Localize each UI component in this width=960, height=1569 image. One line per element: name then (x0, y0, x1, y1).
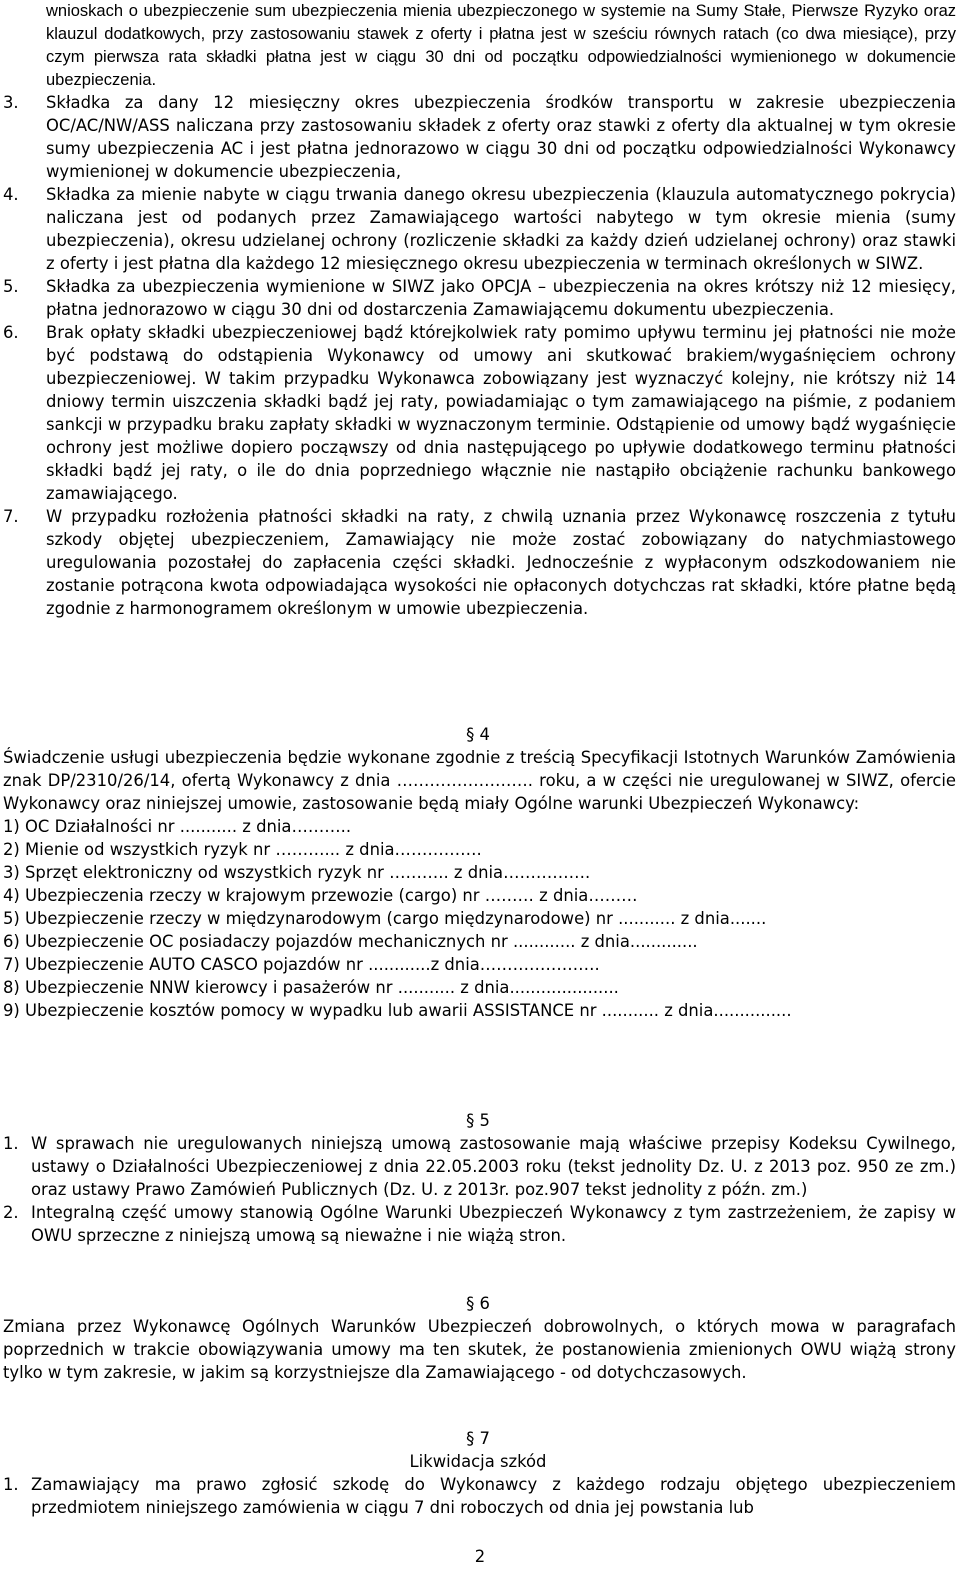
payment-terms-list (0, 91, 956, 620)
item-text: W przypadku rozłożenia płatności składki na raty, z chwilą uznania przez Wykonawcę roszczenia z tytułu szkody objętej ubezpieczeniem, Zamawiający nie może zostać zobowiązany do natychmiastowego uregulowania pozostałej do zapłacenia części składki. Jednocześnie z wypłaconym odszkodowaniem nie zostanie potrącona kwota odpowiadająca wysokości nie opłaconych dotychczas rat składki, które płatne będą zgodnie z harmonogramem określonym w umowie ubezpieczenia. (46, 507, 956, 618)
item-number: 1. (3, 1134, 19, 1153)
list-item (0, 1473, 956, 1519)
section-title: § 6 (466, 1294, 490, 1313)
section-subtitle: Likwidacja szkód (409, 1452, 547, 1471)
item-text: Zamawiający ma prawo zgłosić szkodę do Wykonawcy z każdego rodzaju objętego ubezpieczeniem przedmiotem niniejszego zamówienia w ciągu 7 dni roboczych od dnia jej powstania lub (31, 1475, 956, 1517)
item-text: Składka za ubezpieczenia wymienione w SIWZ jako OPCJA – ubezpieczenia na okres krótszy niż 12 miesięcy, płatna jednorazowo w ciągu 30 dni od dostarczenia Zamawiającemu dokumentu ubezpieczenia. (46, 277, 956, 319)
insurance-conditions-list (0, 815, 956, 1022)
item-text: Integralną część umowy stanowią Ogólne Warunki Ubezpieczeń Wykonawcy z tym zastrzeżeniem, że zapisy w OWU sprzeczne z niniejszą umową są nieważne i nie wiążą stron. (31, 1203, 956, 1245)
list-item (0, 505, 956, 620)
list-item (0, 91, 956, 183)
item-text: W sprawach nie uregulowanych niniejszą umową zastosowanie mają właściwe przepisy Kodeksu Cywilnego, ustawy o Działalności Ubezpieczeniowej z dnia 22.05.2003 roku (tekst jednolity Dz. U. z 2013 poz. 950 ze zm.) oraz ustawy Prawo Zamówień Publicznych (Dz. U. z 2013r. poz.907 tekst jednolity z późn. zm.) (31, 1134, 956, 1199)
section-list (0, 1473, 956, 1519)
list-item (0, 1132, 956, 1201)
section-title: § 4 (466, 725, 490, 744)
item-number: 6. (3, 323, 19, 342)
section-7 (0, 1427, 956, 1519)
list-item: 6) Ubezpieczenie OC posiadaczy pojazdów mechanicznych nr ............ z dnia............. (3, 932, 698, 951)
item-text: Składka za mienie nabyte w ciągu trwania danego okresu ubezpieczenia (klauzula automatycznego pokrycia) naliczana jest od podanych przez Zamawiającego wartości nabytego w tym okresie mienia (sumy ubezpieczenia), okresu udzielanej ochrony (rozliczenie składki za każdy dzień udzielanej ochrony) oraz stawki z oferty i jest płatna dla każdego 12 miesięcznego okresu ubezpieczenia w terminach określonych w SIWZ. (46, 185, 956, 273)
list-item (0, 321, 956, 505)
item-number: 7. (3, 507, 19, 526)
section-6 (0, 1292, 956, 1384)
list-item: 4) Ubezpieczenia rzeczy w krajowym przewozie (cargo) nr ……… z dnia……… (3, 886, 638, 905)
section-paragraph: Zmiana przez Wykonawcę Ogólnych Warunków Ubezpieczeń dobrowolnych, o których mowa w paragrafach poprzednich w trakcie obowiązywania umowy ma ten skutek, że postanowienia zmienionych OWU wiążą strony tylko w tym zakresie, w jakim są korzystniejsze dla Zamawiającego - od dotychczasowych. (3, 1317, 956, 1382)
section-list (0, 1132, 956, 1247)
page-number: 2 (474, 1547, 486, 1566)
list-item: 5) Ubezpieczenie rzeczy w międzynarodowym (cargo międzynarodowe) nr ........... z dnia....... (3, 909, 767, 928)
list-item: 9) Ubezpieczenie kosztów pomocy w wypadku lub awarii ASSISTANCE nr ........... z dnia............... (3, 1001, 792, 1020)
item-number: 4. (3, 185, 19, 204)
section-paragraph: Świadczenie usługi ubezpieczenia będzie wykonane zgodnie z treścią Specyfikacji Istotnych Warunków Zamówienia znak DP/2310/26/14, ofertą Wykonawcy z dnia ……………………. roku, a w części nie uregulowanej w SIWZ, ofercie Wykonawcy oraz niniejszej umowie, zastosowanie będą miały Ogólne warunki Ubezpieczeń Wykonawcy: (3, 748, 956, 813)
item-number: 3. (3, 93, 19, 112)
list-item (0, 1201, 956, 1247)
list-item: 2) Mienie od wszystkich ryzyk nr ………... z dnia……………. (3, 840, 482, 859)
item-number: 5. (3, 277, 19, 296)
section-4 (0, 723, 956, 1022)
list-item (0, 183, 956, 275)
item-text: Brak opłaty składki ubezpieczeniowej bądź którejkolwiek raty pomimo upływu terminu jej płatności nie może być podstawą do odstąpienia Wykonawcy od umowy ani skutkować brakiem/wygaśnięciem ochrony ubezpieczeniowej. W takim przypadku Wykonawca zobowiązany jest wyznaczyć kolejny, nie krótszy niż 14 dniowy termin uiszczenia składki bądź jej raty, powiadamiając o tym zamawiającego na piśmie, z podaniem sankcji w przypadku braku zapłaty składki w wyznaczonym terminie. Odstąpienie od umowy bądź wygaśnięcie ochrony jest możliwe dopiero począwszy od dnia następującego po upływie dodatkowego terminu płatności składki bądź jej raty, o ile do dnia poprzedniego włącznie nie nastąpiło obciążenie rachunku bankowego zamawiającego. (46, 323, 956, 503)
list-item: 8) Ubezpieczenie NNW kierowcy i pasażerów nr ........... z dnia..................... (3, 978, 619, 997)
section-title: § 5 (466, 1111, 490, 1130)
section-title: § 7 (466, 1429, 490, 1448)
list-item: 3) Sprzęt elektroniczny od wszystkich ryzyk nr ……….. z dnia……………. (3, 863, 591, 882)
list-item (0, 275, 956, 321)
intro-paragraph: wnioskach o ubezpieczenie sum ubezpieczenia mienia ubezpieczonego w systemie na Sumy Stałe, Pierwsze Ryzyko oraz klauzul dodatkowych, przy zastosowaniu stawek z oferty i płatna jest w sześciu równych ratach (co dwa miesiące), przy czym pierwsza rata składki płatna jest w ciągu 30 dni od początku odpowiedzialności wymienionego w dokumencie ubezpieczenia. (46, 2, 956, 89)
item-number: 1. (3, 1475, 19, 1494)
section-5 (0, 1109, 956, 1247)
item-text: Składka za dany 12 miesięczny okres ubezpieczenia środków transportu w zakresie ubezpieczenia OC/AC/NW/ASS naliczana przy zastosowaniu składek z oferty oraz stawki z oferty dla aktualnej w tym okresie sumy ubezpieczenia AC i jest płatna jednorazowo w ciągu 30 dni od początku odpowiedzialności Wykonawcy wymienionej w dokumencie ubezpieczenia, (46, 93, 956, 181)
list-item: 1) OC Działalności nr ........... z dnia……….. (3, 817, 352, 836)
item-number: 2. (3, 1203, 19, 1222)
list-item: 7) Ubezpieczenie AUTO CASCO pojazdów nr ............z dnia…………………. (3, 955, 600, 974)
